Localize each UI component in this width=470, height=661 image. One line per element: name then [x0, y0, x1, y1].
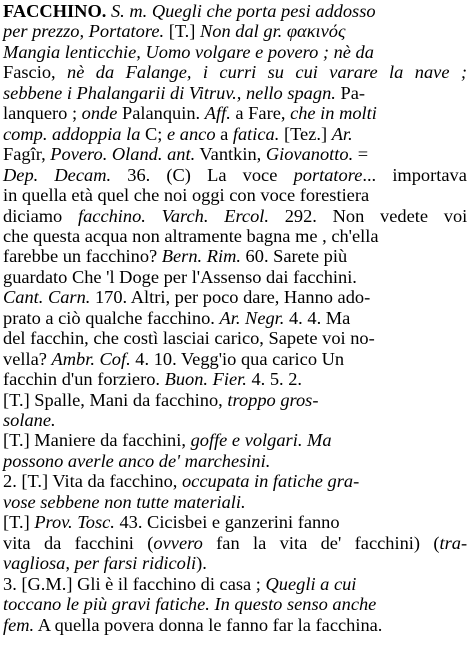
- italic-text: Buon. Fier.: [164, 369, 247, 390]
- italic-text: toccano le più gravi fatiche. In questo senso anche: [3, 594, 377, 615]
- italic-text: nè da Falange, i curri su cui varare la nave ;: [67, 62, 468, 83]
- entry-text: vella?: [3, 348, 52, 369]
- entry-text: 43. Cicisbei e ganzerini fanno: [114, 512, 340, 533]
- italic-text: occupata in fatiche gra-: [181, 471, 360, 492]
- italic-text: Dep. Decam.: [3, 164, 112, 185]
- entry-text: 4. 5. 2.: [246, 369, 303, 390]
- italic-text: fem.: [3, 614, 35, 635]
- italic-text: troppo gros-: [227, 389, 319, 410]
- italic-text: Ar.: [331, 123, 353, 144]
- entry-text: 4. 10. Vegg'io qua carico Un: [130, 348, 345, 369]
- italic-text: e anco: [167, 123, 216, 144]
- entry-text: [Tez.]: [279, 123, 332, 144]
- italic-text: ovvero: [153, 532, 203, 553]
- entry-text: Pa-: [335, 82, 365, 103]
- italic-text: Giovanotto.: [265, 144, 354, 165]
- italic-text: vagliosa, per farsi ridicoli: [3, 553, 197, 574]
- entry-text: =: [353, 144, 369, 165]
- entry-text: 170. Altri, per poco dare, Hanno ado-: [90, 287, 371, 308]
- entry-text: 36. (C) La voce: [111, 164, 294, 185]
- entry-text: [T.]: [164, 21, 201, 42]
- entry-text: a: [215, 123, 233, 144]
- entry-text: 3. [G.M.] Gli è il facchino di casa ;: [3, 573, 266, 594]
- italic-text: Bern. Rim.: [161, 246, 241, 267]
- entry-text: ... importava: [362, 164, 467, 185]
- italic-text: Prov. Tosc.: [34, 512, 115, 533]
- italic-text: Mangia lenticchie, Uomo volgare e povero ; nè da: [3, 41, 374, 62]
- entry-text: A quella povera donna le fanno far la facchina.: [34, 614, 383, 635]
- entry-text: che questa acqua non altramente bagna me , ch'ella: [3, 225, 379, 246]
- entry-text: vita da facchini (: [3, 532, 154, 553]
- italic-text: possono averle anco de' marchesini.: [3, 450, 271, 471]
- italic-text: goffe e volgari. Ma: [190, 430, 332, 451]
- entry-text: 2. [T.] Vita da facchino,: [3, 471, 182, 492]
- entry-text: Fascio,: [3, 62, 68, 83]
- entry-text: 4. 4. Ma: [284, 307, 351, 328]
- headword: FACCHINO.: [3, 1, 107, 21]
- entry-text: fan la vita de' facchini) (: [202, 532, 440, 553]
- italic-text: per prezzo, Portatore.: [3, 21, 165, 42]
- entry-text: in quella età quel che noi oggi con voce forestiera: [3, 185, 370, 206]
- entry-text: ).: [196, 553, 207, 574]
- italic-text: portatore: [293, 164, 363, 185]
- entry-text: [T.] Spalle, Mani da facchino,: [3, 389, 228, 410]
- entry-text: Palanquin.: [117, 103, 205, 124]
- entry-text: 292. Non vedete voi: [268, 205, 468, 226]
- entry-text: lanquero ;: [3, 103, 82, 124]
- italic-text: tra-: [439, 532, 468, 553]
- entry-text: prato a ciò qualche facchino.: [3, 307, 220, 328]
- italic-text: fatica.: [232, 123, 280, 144]
- entry-text: Fagîr,: [3, 144, 51, 165]
- entry-text: facchin d'un forziero.: [3, 369, 165, 390]
- italic-text: Ambr. Cof.: [51, 348, 131, 369]
- italic-text: Non dal gr. φακινός: [200, 21, 346, 42]
- entry-line: [3, 613, 382, 638]
- italic-text: che in molti: [290, 103, 377, 124]
- italic-text: vose sebbene non tutte materiali.: [3, 491, 246, 512]
- italic-text: S. m. Quegli che porta pesi addosso: [110, 1, 376, 21]
- italic-text: Quegli a cui: [265, 573, 357, 594]
- italic-text: onde: [81, 103, 118, 124]
- italic-text: solane.: [3, 410, 56, 430]
- italic-text: comp. addoppia la: [3, 123, 141, 144]
- italic-text: Aff.: [204, 103, 231, 124]
- entry-text: [T.]: [3, 512, 35, 533]
- entry-text: 60. Sarete più: [240, 246, 348, 267]
- entry-text: C;: [140, 123, 167, 144]
- entry-text: diciamo: [3, 205, 78, 226]
- entry-text: del facchin, che costì lasciai carico, Sapete voi no-: [3, 328, 375, 349]
- entry-text: a Fare,: [230, 103, 291, 124]
- italic-text: Cant. Carn.: [3, 287, 91, 308]
- italic-text: sebbene i Phalangarii di Vitruv., nello spagn.: [3, 82, 336, 103]
- entry-text: farebbe un facchino?: [3, 246, 162, 267]
- entry-text: guardato Che 'l Doge per l'Assenso dai facchini.: [3, 266, 357, 287]
- italic-text: facchino. Varch. Ercol.: [77, 205, 269, 226]
- italic-text: Povero. Oland. ant.: [50, 144, 196, 165]
- entry-text: [T.] Maniere da facchini,: [3, 430, 191, 451]
- entry-text: Vantkin,: [195, 144, 266, 165]
- italic-text: Ar. Negr.: [219, 307, 285, 328]
